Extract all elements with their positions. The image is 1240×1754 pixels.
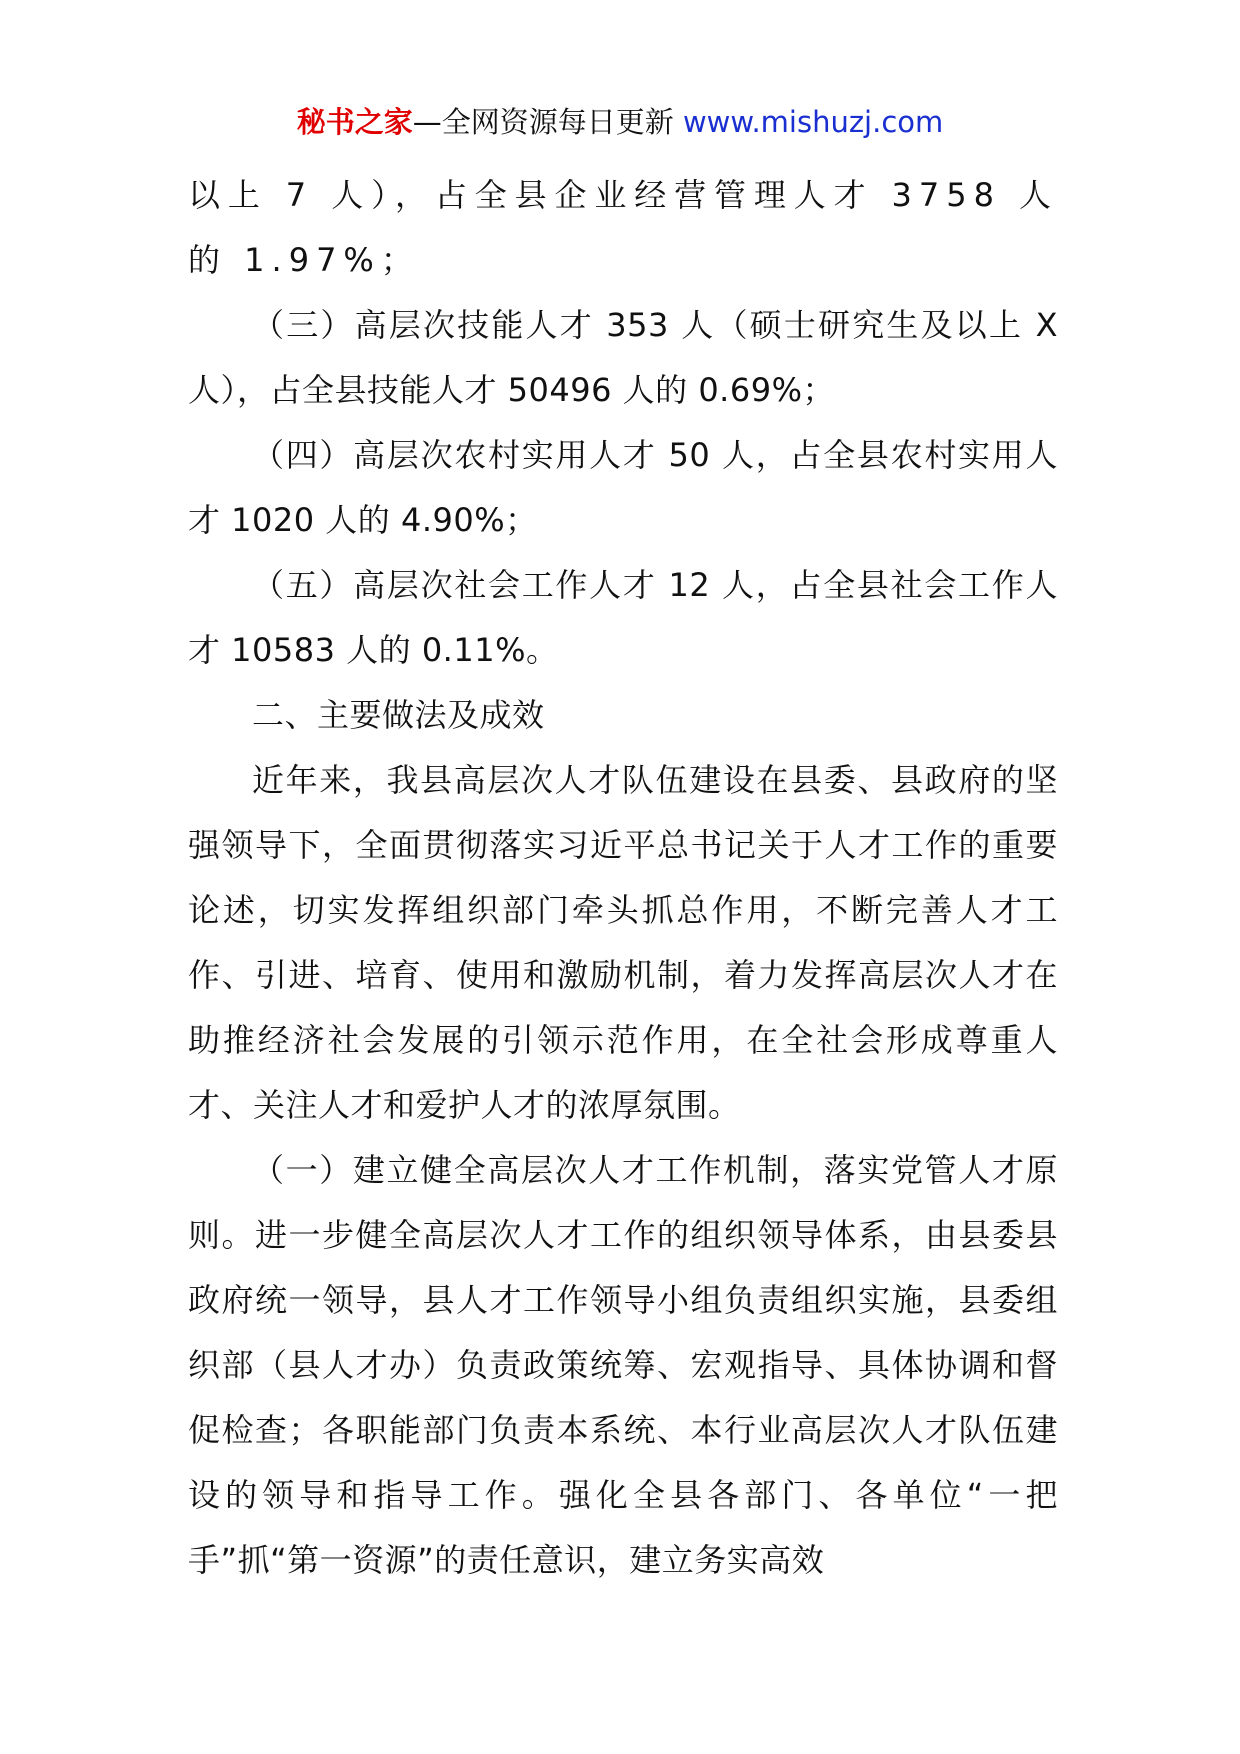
paragraph-measure-1: （一）建立健全高层次人才工作机制，落实党管人才原则。进一步健全高层次人才工作的组织领导体系，由县委县政府统一领导，县人才工作领导小组负责组织实施，县委组织部（县人才办）负责政策统筹、宏观指导、具体协调和督促检查；各职能部门负责本系统、本行业高层次人才队伍建设的领导和指导工作。强化全县各部门、各单位“一把手”抓“第一资源”的责任意识，建立务实高效 (188, 1151, 1058, 1579)
paragraph-item-4: （四）高层次农村实用人才 50 人，占全县农村实用人才 1020 人的 4.90%； (188, 436, 1058, 539)
paragraph-item-3: （三）高层次技能人才 353 人（硕士研究生及以上 X 人），占全县技能人才 50496 人的 0.69%； (188, 306, 1058, 409)
paragraph-continued: 以上 7 人），占全县企业经营管理人才 3758 人的 1.97%； (188, 176, 1058, 279)
section-heading: 二、主要做法及成效 (252, 696, 545, 734)
document-body (188, 163, 1058, 1593)
site-brand: 秘书之家 (296, 105, 413, 139)
site-tagline: —全网资源每日更新 (412, 105, 674, 139)
page-header (0, 102, 1240, 142)
paragraph-intro: 近年来，我县高层次人才队伍建设在县委、县政府的坚强领导下，全面贯彻落实习近平总书记关于人才工作的重要论述，切实发挥组织部门牵头抓总作用，不断完善人才工作、引进、培育、使用和激励机制，着力发挥高层次人才在助推经济社会发展的引领示范作用，在全社会形成尊重人才、关注人才和爱护人才的浓厚氛围。 (188, 761, 1058, 1124)
site-url-link[interactable]: www.mishuzj.com (682, 105, 944, 139)
paragraph-item-5: （五）高层次社会工作人才 12 人，占全县社会工作人才 10583 人的 0.11%。 (188, 566, 1058, 669)
